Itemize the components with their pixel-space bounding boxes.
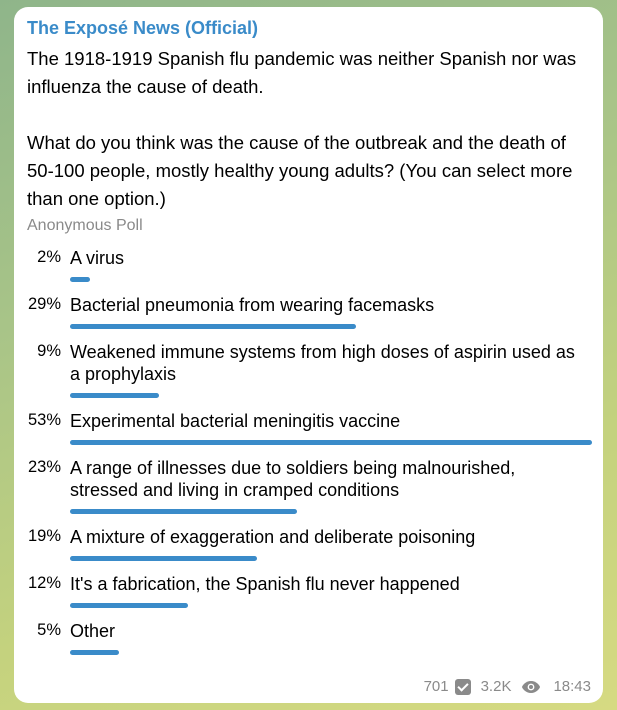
option-bar [70, 509, 297, 514]
option-percent: 23% [27, 458, 61, 476]
option-bar-track [70, 269, 591, 286]
option-bar [70, 650, 119, 655]
poll-option[interactable] [27, 341, 591, 402]
option-label: Other [70, 621, 116, 641]
option-bar-track [70, 385, 591, 402]
question-main: What do you think was the cause of the outbreak and the death of 50-100 people, mostly healthy young adults? (You can select more than one option.) [27, 132, 573, 209]
option-bar [70, 556, 257, 561]
option-bar-track [70, 316, 591, 333]
poll-type-label: Anonymous Poll [27, 217, 143, 234]
option-bar [70, 324, 356, 329]
option-percent: 9% [37, 342, 61, 360]
poll-option[interactable] [27, 526, 591, 565]
option-bar [70, 440, 592, 445]
option-label: Weakened immune systems from high doses of aspirin used as a prophylaxis [70, 342, 575, 384]
poll-option[interactable] [27, 457, 591, 518]
option-bar [70, 393, 159, 398]
option-percent: 12% [27, 574, 61, 592]
check-icon [455, 679, 471, 695]
poll-option[interactable] [27, 573, 591, 612]
poll-option[interactable] [27, 620, 591, 659]
option-label: Experimental bacterial meningitis vaccine [70, 411, 401, 431]
option-label: A virus [70, 248, 125, 268]
option-bar-track [70, 595, 591, 612]
poll-options [27, 247, 591, 659]
option-percent: 53% [27, 411, 61, 429]
view-count: 3.2K [480, 678, 512, 695]
poll-option[interactable] [27, 247, 591, 286]
option-bar-track [70, 432, 591, 449]
option-percent: 5% [37, 621, 61, 639]
option-bar-track [70, 548, 591, 565]
option-bar [70, 603, 188, 608]
option-label: A range of illnesses due to soldiers being malnourished, stressed and living in cramped conditions [70, 458, 516, 500]
message-footer [424, 678, 591, 695]
poll-option[interactable] [27, 410, 591, 449]
question-intro: The 1918-1919 Spanish flu pandemic was neither Spanish nor was influenza the cause of death. [27, 48, 577, 97]
question-prompt [27, 129, 591, 213]
poll-option[interactable] [27, 294, 591, 333]
voter-count: 701 [423, 678, 449, 695]
option-label: A mixture of exaggeration and deliberate poisoning [70, 527, 476, 547]
question-text [27, 45, 591, 101]
option-bar [70, 277, 90, 282]
eye-icon [521, 680, 541, 694]
option-bar-track [70, 642, 591, 659]
option-label: Bacterial pneumonia from wearing facemasks [70, 295, 435, 315]
message-bubble [14, 7, 603, 703]
message-time: 18:43 [553, 678, 591, 695]
option-label: It's a fabrication, the Spanish flu never happened [70, 574, 460, 594]
option-percent: 29% [27, 295, 61, 313]
channel-name[interactable]: The Exposé News (Official) [27, 18, 259, 38]
option-bar-track [70, 501, 591, 518]
option-percent: 2% [37, 248, 61, 266]
option-percent: 19% [27, 527, 61, 545]
